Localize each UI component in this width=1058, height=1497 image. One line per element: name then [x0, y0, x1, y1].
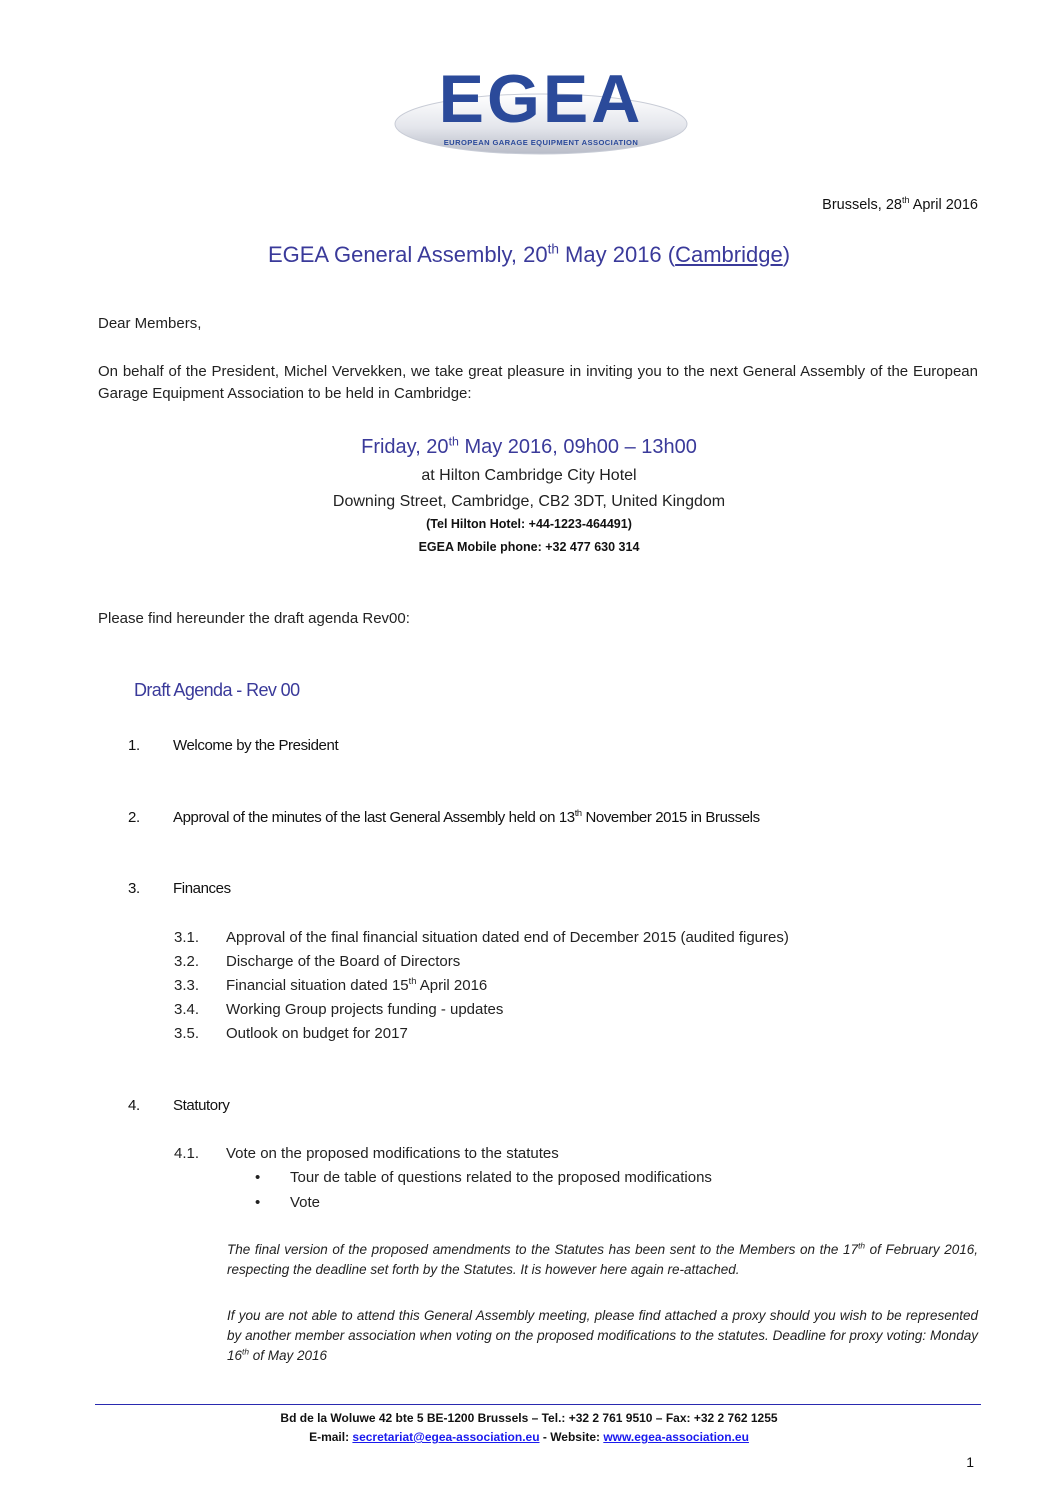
- bullet-tour-de-table: • Tour de table of questions related to the proposed modifications: [255, 1169, 712, 1186]
- agenda-item-number: 2.: [128, 809, 140, 826]
- footer-address: Bd de la Woluwe 42 bte 5 BE-1200 Brussels – Tel.: +32 2 761 9510 – Fax: +32 2 762 1255: [280, 1411, 778, 1425]
- document-title: EGEA General Assembly, 20th May 2016 (Cambridge): [267, 241, 791, 267]
- agenda-item-number: 4.: [128, 1097, 140, 1114]
- sub-item-board-discharge: 3.2. Discharge of the Board of Directors: [174, 953, 461, 970]
- logo-tagline: EUROPEAN GARAGE EQUIPMENT ASSOCIATION: [443, 138, 639, 147]
- intro-paragraph: On behalf of the President, Michel Vervekken, we take great pleasure in inviting you to the next General Assembly of the European Garage Equipment Association to be held in Cambridge:: [98, 363, 978, 402]
- salutation: Dear Members,: [98, 315, 202, 332]
- event-date: Friday, 20th May 2016, 09h00 – 13h00: [361, 434, 697, 458]
- agenda-item-finances: Finances: [173, 880, 231, 897]
- event-venue: at Hilton Cambridge City Hotel: [421, 467, 637, 484]
- hotel-phone: (Tel Hilton Hotel: +44-1223-464491): [426, 517, 632, 531]
- letter-date: Brussels, 28th April 2016: [822, 195, 978, 213]
- agenda-intro: Please find hereunder the draft agenda Rev00:: [98, 610, 410, 627]
- agenda-item-minutes-approval: Approval of the minutes of the last General Assembly held on 13th November 2015 in Brussels: [173, 808, 760, 826]
- note-proxy: If you are not able to attend this General Assembly meeting, please find attached a proxy should you wish to be represented by another member association when voting on the proposed modifications to the statutes. Deadline for proxy voting: Monday 16th of May 2016: [227, 1308, 978, 1363]
- footer-contacts: E-mail: secretariat@egea-association.eu - Website: www.egea-association.eu: [309, 1430, 749, 1444]
- sub-item-financial-situation-april: 3.3. Financial situation dated 15th April 2016: [174, 976, 488, 994]
- bullet-icon: •: [255, 1194, 261, 1211]
- egea-logo: [393, 60, 689, 160]
- footer-divider: [95, 1404, 981, 1405]
- agenda-item-statutory: Statutory: [173, 1097, 230, 1114]
- page-number: 1: [966, 1454, 974, 1470]
- note-final-version: The final version of the proposed amendments to the Statutes has been sent to the Members on the 17th of February 2016, respecting the deadline set forth by the Statutes. It is however here again re-attached.: [227, 1240, 978, 1277]
- logo-text: EGEA: [438, 61, 644, 137]
- agenda-item-number: 1.: [128, 737, 140, 754]
- sub-item-budget-outlook: 3.5. Outlook on budget for 2017: [174, 1025, 408, 1042]
- event-address: Downing Street, Cambridge, CB2 3DT, United Kingdom: [332, 493, 726, 510]
- agenda-title: Draft Agenda - Rev 00: [134, 680, 300, 700]
- bullet-vote: • Vote: [255, 1194, 321, 1211]
- bullet-icon: •: [255, 1169, 261, 1186]
- footer-email-link[interactable]: secretariat@egea-association.eu: [352, 1430, 540, 1444]
- footer-website-link[interactable]: www.egea-association.eu: [603, 1430, 749, 1444]
- mobile-phone: EGEA Mobile phone: +32 477 630 314: [418, 540, 640, 554]
- agenda-item-number: 3.: [128, 880, 140, 897]
- agenda-item-welcome: Welcome by the President: [173, 737, 339, 754]
- title-link-cambridge[interactable]: Cambridge: [675, 242, 783, 267]
- sub-item-statute-vote: 4.1. Vote on the proposed modifications to the statutes: [174, 1145, 559, 1162]
- sub-item-wg-funding: 3.4. Working Group projects funding - updates: [174, 1001, 504, 1018]
- sub-item-final-financial-situation: 3.1. Approval of the final financial situation dated end of December 2015 (audited figures): [174, 929, 789, 946]
